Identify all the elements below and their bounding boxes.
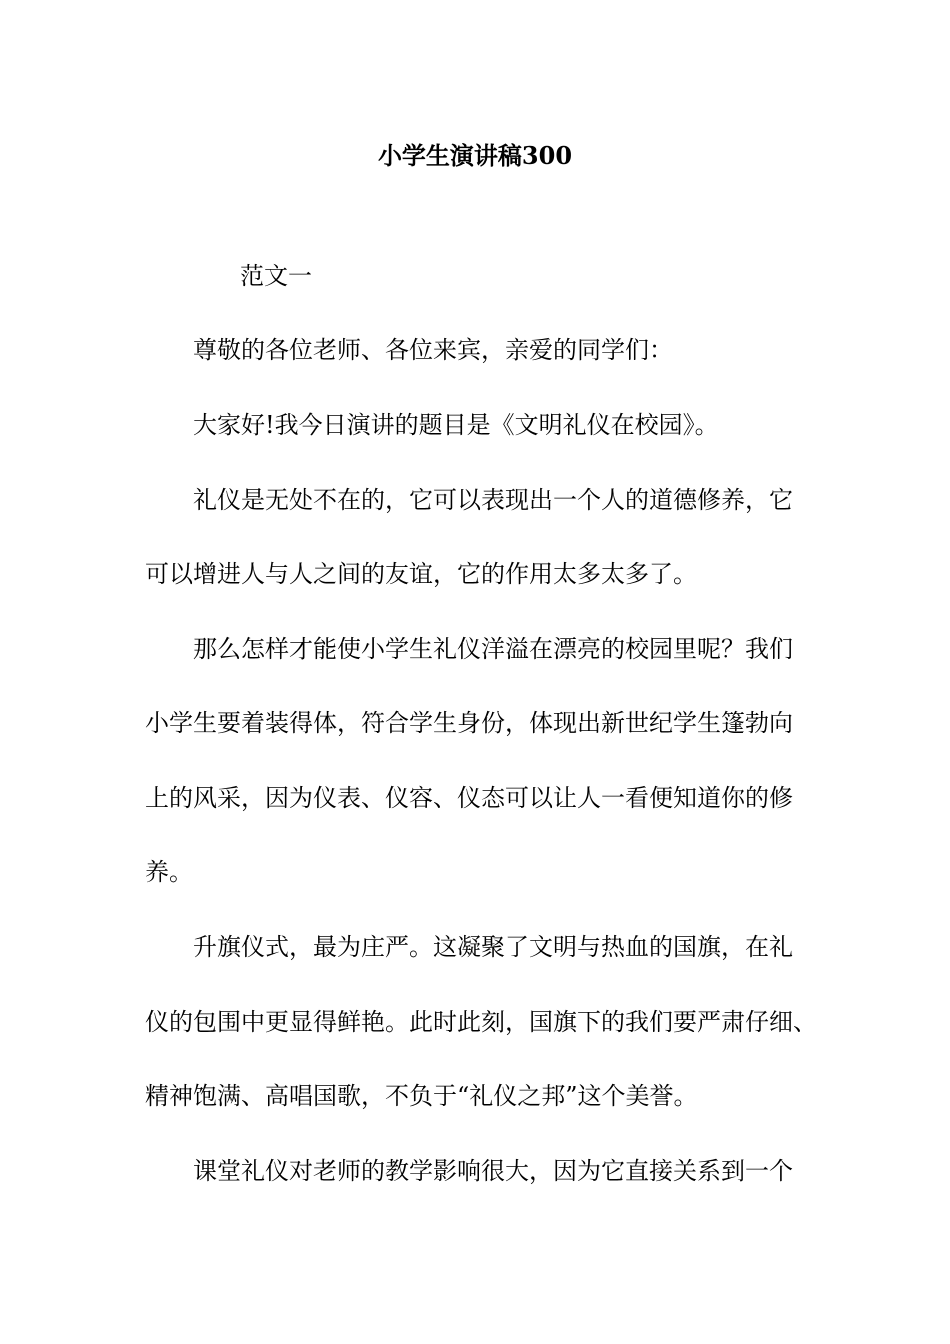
paragraph-line: 小学生要着装得体，符合学生身份，体现出新世纪学生篷勃向 — [145, 709, 793, 737]
section-heading: 范文一 — [240, 262, 312, 290]
paragraph-line: 养。 — [145, 858, 193, 886]
paragraph-line: 课堂礼仪对老师的教学影响很大，因为它直接关系到一个 — [193, 1157, 793, 1185]
paragraph-line: 精神饱满、高唱国歌，不负于“礼仪之邦”这个美誉。 — [145, 1082, 698, 1110]
paragraph-line: 礼仪是无处不在的，它可以表现出一个人的道德修养，它 — [193, 486, 793, 514]
paragraph-line: 那么怎样才能使小学生礼仪洋溢在漂亮的校园里呢？我们 — [193, 635, 793, 663]
paragraph-line: 尊敬的各位老师、各位来宾，亲爱的同学们： — [193, 336, 673, 364]
paragraph-line: 上的风采，因为仪表、仪容、仪态可以让人一看便知道你的修 — [145, 784, 793, 812]
paragraph-line: 升旗仪式，最为庄严。这凝聚了文明与热血的国旗，在礼 — [193, 933, 793, 961]
paragraph-line: 可以增进人与人之间的友谊，它的作用太多太多了。 — [145, 560, 697, 588]
paragraph-line: 仪的包围中更显得鲜艳。此时此刻，国旗下的我们要严肃仔细、 — [145, 1008, 817, 1036]
paragraph-line: 大家好!我今日演讲的题目是《文明礼仪在校园》。 — [193, 411, 719, 439]
document-title: 小学生演讲稿300 — [377, 141, 573, 170]
